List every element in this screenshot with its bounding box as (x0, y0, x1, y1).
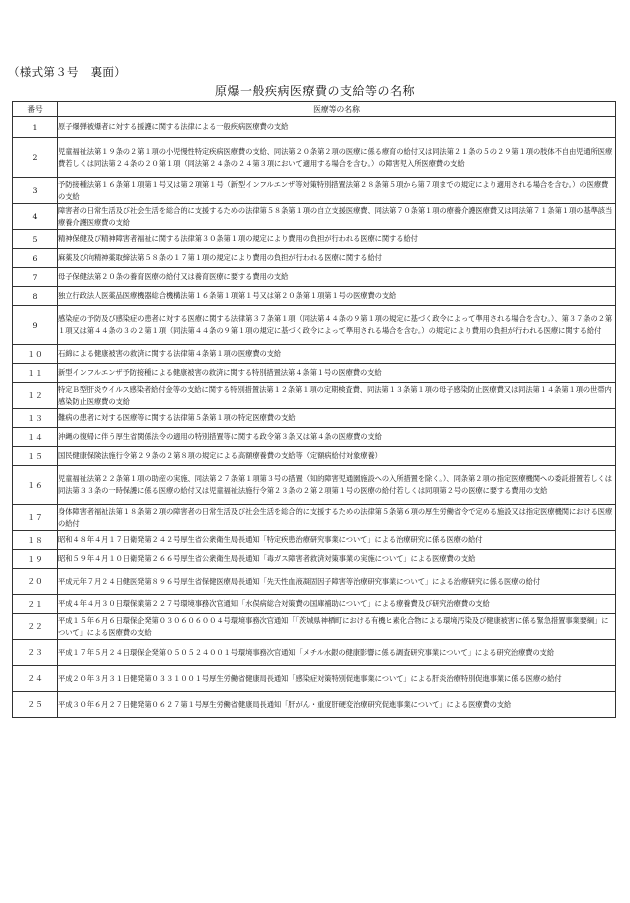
row-medical-name: 昭和４８年４月１７日衛発第２４２号厚生省公衆衛生局長通知「特定疾患治療研究事業について」による治療研究に係る医療の給付 (58, 531, 616, 550)
row-number: １６ (13, 466, 58, 505)
table-header-row (13, 102, 616, 117)
table-row (13, 692, 616, 718)
row-medical-name: 難病の患者に対する医療等に関する法律第５条第１項の特定医療費の支給 (58, 409, 616, 428)
row-medical-name: 麻薬及び向精神薬取締法第５８条の１７第１項の規定により費用の負担が行われる医療に関する給付 (58, 249, 616, 268)
table-row (13, 345, 616, 364)
row-medical-name: 沖縄の復帰に伴う厚生省関係法令の適用の特別措置等に関する政令第３条又は第４条の医療費の支給 (58, 428, 616, 447)
row-medical-name: 新型インフルエンザ予防接種による健康被害の救済に関する特別措置法第４条第１号の医療費の支給 (58, 364, 616, 383)
row-number: １５ (13, 447, 58, 466)
row-number: 7 (13, 268, 58, 287)
row-number: 2 (13, 138, 58, 178)
row-medical-name: 特定Ｂ型肝炎ウイルス感染者給付金等の支給に関する特別措置法第１２条第１項の定期検査費、同法第１３条第１項の母子感染防止医療費又は同法第１４条第１項の世帯内感染防止医療費の支給 (58, 383, 616, 409)
table-row (13, 249, 616, 268)
row-number: １０ (13, 345, 58, 364)
row-number: 3 (13, 178, 58, 204)
row-number: １７ (13, 505, 58, 531)
row-medical-name: 昭和５９年４月１０日衛発第２６６号厚生省公衆衛生局長通知「毒ガス障害者救済対策事業の実施について」による医療費の支給 (58, 550, 616, 569)
table-row (13, 447, 616, 466)
row-number: １８ (13, 531, 58, 550)
table-row (13, 595, 616, 614)
row-number: 4 (13, 204, 58, 230)
row-medical-name: 児童福祉法第１９条の２第１項の小児慢性特定疾病医療費の支給、同法第２０条第２項の医療に係る療育の給付又は同法第２１条の５の２９第１項の肢体不自由児通所医療費若しくは同法第２４条の２０第１項（同法第２４条の２４第３項において適用する場合を含む。）の障害児入所医療費の支給 (58, 138, 616, 178)
row-number: ２５ (13, 692, 58, 718)
row-number: 9 (13, 306, 58, 345)
table-row (13, 569, 616, 595)
table-row (13, 409, 616, 428)
row-number: １１ (13, 364, 58, 383)
table-row (13, 230, 616, 249)
table-row (13, 550, 616, 569)
row-medical-name: 石綿による健康被害の救済に関する法律第４条第１項の医療費の支給 (58, 345, 616, 364)
document-title: 原爆一般疾病医療費の支給等の名称 (214, 84, 415, 98)
column-header-name: 医療等の名称 (58, 102, 616, 117)
row-number: ２４ (13, 666, 58, 692)
row-medical-name: 母子保健法第２０条の養育医療の給付又は養育医療に要する費用の支給 (58, 268, 616, 287)
table-row (13, 364, 616, 383)
row-medical-name: 国民健康保険法施行令第２９条の２第８項の規定による高額療養費の支給等（定額病給付対象療養） (58, 447, 616, 466)
row-medical-name: 平成１５年６月６日環保企発第０３０６０６００４号環境事務次官通知「「茨城県神栖町における有機ヒ素化合物による環境汚染及び健康被害に係る緊急措置事業要綱」について」による医療費の支給 (58, 614, 616, 640)
row-number: １９ (13, 550, 58, 569)
table-body (13, 117, 616, 718)
row-number: 5 (13, 230, 58, 249)
row-medical-name: 平成元年７月２４日健医発第８９６号厚生省保健医療局長通知「先天性血液凝固因子障害等治療研究事業について」による治療研究に係る医療の給付 (58, 569, 616, 595)
row-medical-name: 予防接種法第１６条第１項第１号又は第２項第１号（新型インフルエンザ等対策特別措置法第２８条第５項から第７項までの規定により適用される場合を含む。）の医療費の支給 (58, 178, 616, 204)
table-row (13, 505, 616, 531)
row-number: ２２ (13, 614, 58, 640)
row-number: 8 (13, 287, 58, 306)
row-number: ２１ (13, 595, 58, 614)
table-row (13, 666, 616, 692)
row-medical-name: 原子爆弾被爆者に対する援護に関する法律による一般疾病医療費の支給 (58, 117, 616, 138)
table-row (13, 640, 616, 666)
row-number: 6 (13, 249, 58, 268)
table-row (13, 117, 616, 138)
table-row (13, 287, 616, 306)
form-label: （様式第３号 裏面） (8, 65, 126, 79)
row-medical-name: 身体障害者福祉法第１８条第２項の障害者の日常生活及び社会生活を総合的に支援するための法律第５条第６項の厚生労働省令で定める施設又は指定医療機関における医療の給付 (58, 505, 616, 531)
table-row (13, 306, 616, 345)
row-medical-name: 平成３０年６月２７日健発第０６２７第１号厚生労働省健康局長通知「肝がん・重度肝硬変治療研究促進事業について」による医療費の支給 (58, 692, 616, 718)
table-row (13, 268, 616, 287)
row-number: １２ (13, 383, 58, 409)
row-number: １３ (13, 409, 58, 428)
row-medical-name: 独立行政法人医薬品医療機器総合機構法第１６条第１項第１号又は第２０条第１項第１号の医療費の支給 (58, 287, 616, 306)
table-row (13, 466, 616, 505)
row-medical-name: 障害者の日常生活及び社会生活を総合的に支援するための法律第５８条第１項の自立支援医療費、同法第７０条第１項の療養介護医療費又は同法第７１条第１項の基準該当療養介護医療費の支給 (58, 204, 616, 230)
column-header-number: 番号 (13, 102, 58, 117)
table-row (13, 531, 616, 550)
table-row (13, 138, 616, 178)
table-row (13, 428, 616, 447)
row-medical-name: 児童福祉法第２２条第１項の助産の実施、同法第２７条第１項第３号の措置（知的障害児通園施設への入所措置を除く。）、同条第２項の指定医療機関への委託措置若しくは同法第３３条の一時保護に係る医療の給付又は児童福祉法施行令第２３条の２第２項第１号の医療の給付若しくは同項第２号の医療に要する費用の支給 (58, 466, 616, 505)
table-row (13, 383, 616, 409)
row-medical-name: 平成１７年５月２４日環保企発第０５０５２４００１号環境事務次官通知「メチル水銀の健康影響に係る調査研究事業について」による研究治療費の支給 (58, 640, 616, 666)
row-number: 1 (13, 117, 58, 138)
table-row (13, 178, 616, 204)
row-medical-name: 平成４年４月３０日環保業第２２７号環境事務次官通知「水俣病総合対策費の国庫補助について」による療養費及び研究治療費の支給 (58, 595, 616, 614)
row-number: ２３ (13, 640, 58, 666)
row-number: ２０ (13, 569, 58, 595)
medical-expense-table (12, 101, 616, 718)
row-number: １４ (13, 428, 58, 447)
row-medical-name: 精神保健及び精神障害者福祉に関する法律第３０条第１項の規定により費用の負担が行われる医療に関する給付 (58, 230, 616, 249)
row-medical-name: 平成２０年３月３１日健発第０３３１００１号厚生労働省健康局長通知「感染症対策特別促進事業について」による肝炎治療特別促進事業に係る医療の給付 (58, 666, 616, 692)
table-row (13, 204, 616, 230)
table-row (13, 614, 616, 640)
row-medical-name: 感染症の予防及び感染症の患者に対する医療に関する法律第３７条第１項（同法第４４条の９第１項の規定に基づく政令によって準用される場合を含む。）、第３７条の２第１項又は第４４条の３の２第１項（同法第４４条の９第１項の規定に基づく政令によって準用される場合を含む。）の規定により費用の負担が行われる医療に関する給付 (58, 306, 616, 345)
